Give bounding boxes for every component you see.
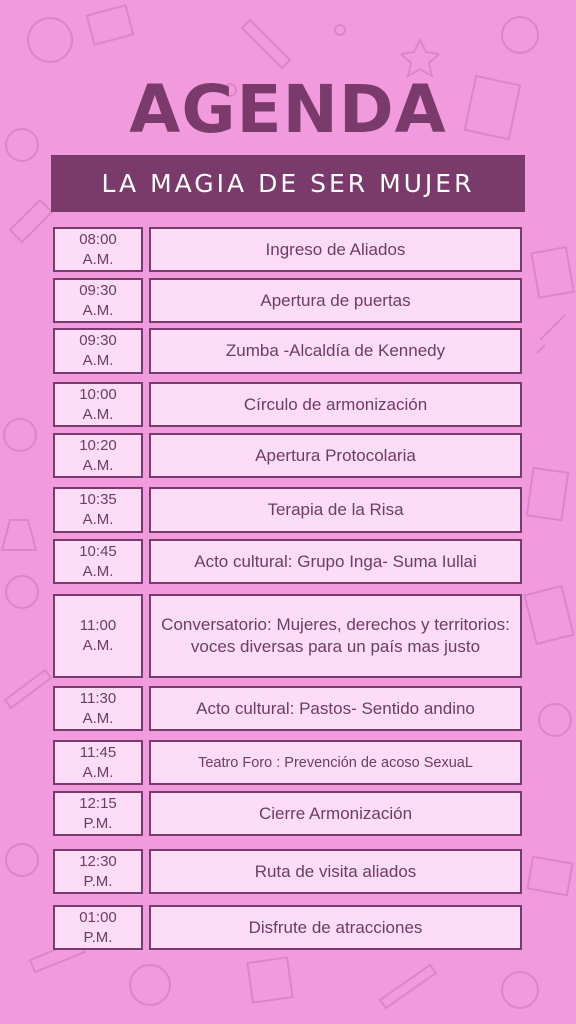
page-title: AGENDA [129, 71, 447, 148]
agenda-event: Acto cultural: Grupo Inga- Suma Iullai [149, 539, 522, 584]
agenda-time [53, 791, 143, 836]
time-period: A.M. [82, 562, 114, 580]
agenda-row [53, 539, 523, 584]
time-value: 11:45 [79, 743, 117, 761]
time-period: P.M. [83, 814, 113, 832]
globe-icon [28, 18, 72, 62]
agenda-time [53, 328, 143, 374]
time-period: A.M. [82, 352, 114, 369]
time-period: A.M. [82, 456, 114, 474]
time-period: A.M. [82, 763, 114, 781]
ruler-icon [10, 200, 52, 242]
agenda-row [53, 487, 523, 533]
agenda-row [53, 433, 523, 478]
agenda-event: Apertura de puertas [149, 278, 522, 323]
flask-icon [2, 520, 36, 550]
agenda-row [53, 328, 523, 374]
time-value: 10:35 [79, 491, 117, 508]
time-period: P.M. [83, 928, 113, 946]
time-period: A.M. [82, 250, 114, 268]
agenda-row [53, 791, 523, 836]
grade-icon [6, 844, 38, 876]
agenda-time [53, 433, 143, 478]
agenda-event: Terapia de la Risa [149, 487, 522, 533]
grade-icon [6, 576, 38, 608]
agenda-event: Conversatorio: Mujeres, derechos y territorios: voces diversas para un país mas justo [149, 594, 522, 678]
agenda-time [53, 740, 143, 785]
agenda-row [53, 905, 523, 950]
book-icon [87, 5, 133, 44]
agenda-time [53, 382, 143, 427]
agenda-time [53, 594, 143, 678]
time-value: 12:15 [79, 794, 117, 812]
pencil-icon [380, 965, 436, 1008]
time-value: 09:30 [79, 332, 117, 349]
time-value: 08:00 [79, 230, 117, 248]
globe-icon [130, 965, 170, 1005]
time-value: 10:20 [79, 436, 117, 454]
paper-icon [247, 957, 292, 1002]
agenda-event: Disfrute de atracciones [149, 905, 522, 950]
agenda-row [53, 594, 523, 678]
pencil-icon [5, 670, 51, 708]
book-icon [528, 857, 573, 895]
agenda-event: Círculo de armonización [149, 382, 522, 427]
agenda-time [53, 278, 143, 323]
agenda-time [53, 849, 143, 894]
agenda-time [53, 487, 143, 533]
time-value: 11:30 [79, 689, 117, 707]
time-period: A.M. [82, 637, 114, 654]
pencil-icon [242, 20, 290, 68]
agenda-time [53, 905, 143, 950]
time-period: A.M. [82, 511, 114, 528]
notebook-icon [525, 586, 574, 644]
agenda-event: Cierre Armonización [149, 791, 522, 836]
subtitle-banner [51, 155, 525, 212]
grade-icon [4, 419, 36, 451]
agenda-time [53, 227, 143, 272]
agenda-event: Ingreso de Aliados [149, 227, 522, 272]
agenda-row [53, 278, 523, 323]
subtitle-text: LA MAGIA DE SER MUJER [101, 169, 475, 198]
apple-icon [502, 17, 538, 53]
agenda-row [53, 849, 523, 894]
agenda-event: Ruta de visita aliados [149, 849, 522, 894]
paper-icon [531, 247, 573, 297]
agenda-event: Teatro Foro : Prevención de acoso SexuaL [149, 740, 522, 785]
agenda-time [53, 539, 143, 584]
paintbrush-icon [537, 315, 565, 353]
time-value: 12:30 [79, 852, 117, 870]
agenda-row [53, 686, 523, 731]
agenda-event: Zumba -Alcaldía de Kennedy [149, 328, 522, 374]
time-period: P.M. [83, 872, 113, 890]
time-value: 10:00 [79, 385, 117, 403]
agenda-row [53, 740, 523, 785]
time-value: 11:00 [79, 617, 117, 634]
time-value: 10:45 [79, 542, 117, 560]
agenda-row [53, 227, 523, 272]
time-period: A.M. [82, 405, 114, 423]
clock-icon [539, 704, 571, 736]
apple-icon [502, 972, 538, 1008]
time-period: A.M. [82, 709, 114, 727]
agenda-time [53, 686, 143, 731]
agenda-row [53, 382, 523, 427]
time-value: 01:00 [79, 908, 117, 926]
agenda-event: Apertura Protocolaria [149, 433, 522, 478]
time-period: A.M. [82, 301, 114, 319]
calculator-icon [527, 468, 568, 520]
dot-icon [335, 25, 345, 35]
agenda-event: Acto cultural: Pastos- Sentido andino [149, 686, 522, 731]
time-value: 09:30 [79, 281, 117, 299]
